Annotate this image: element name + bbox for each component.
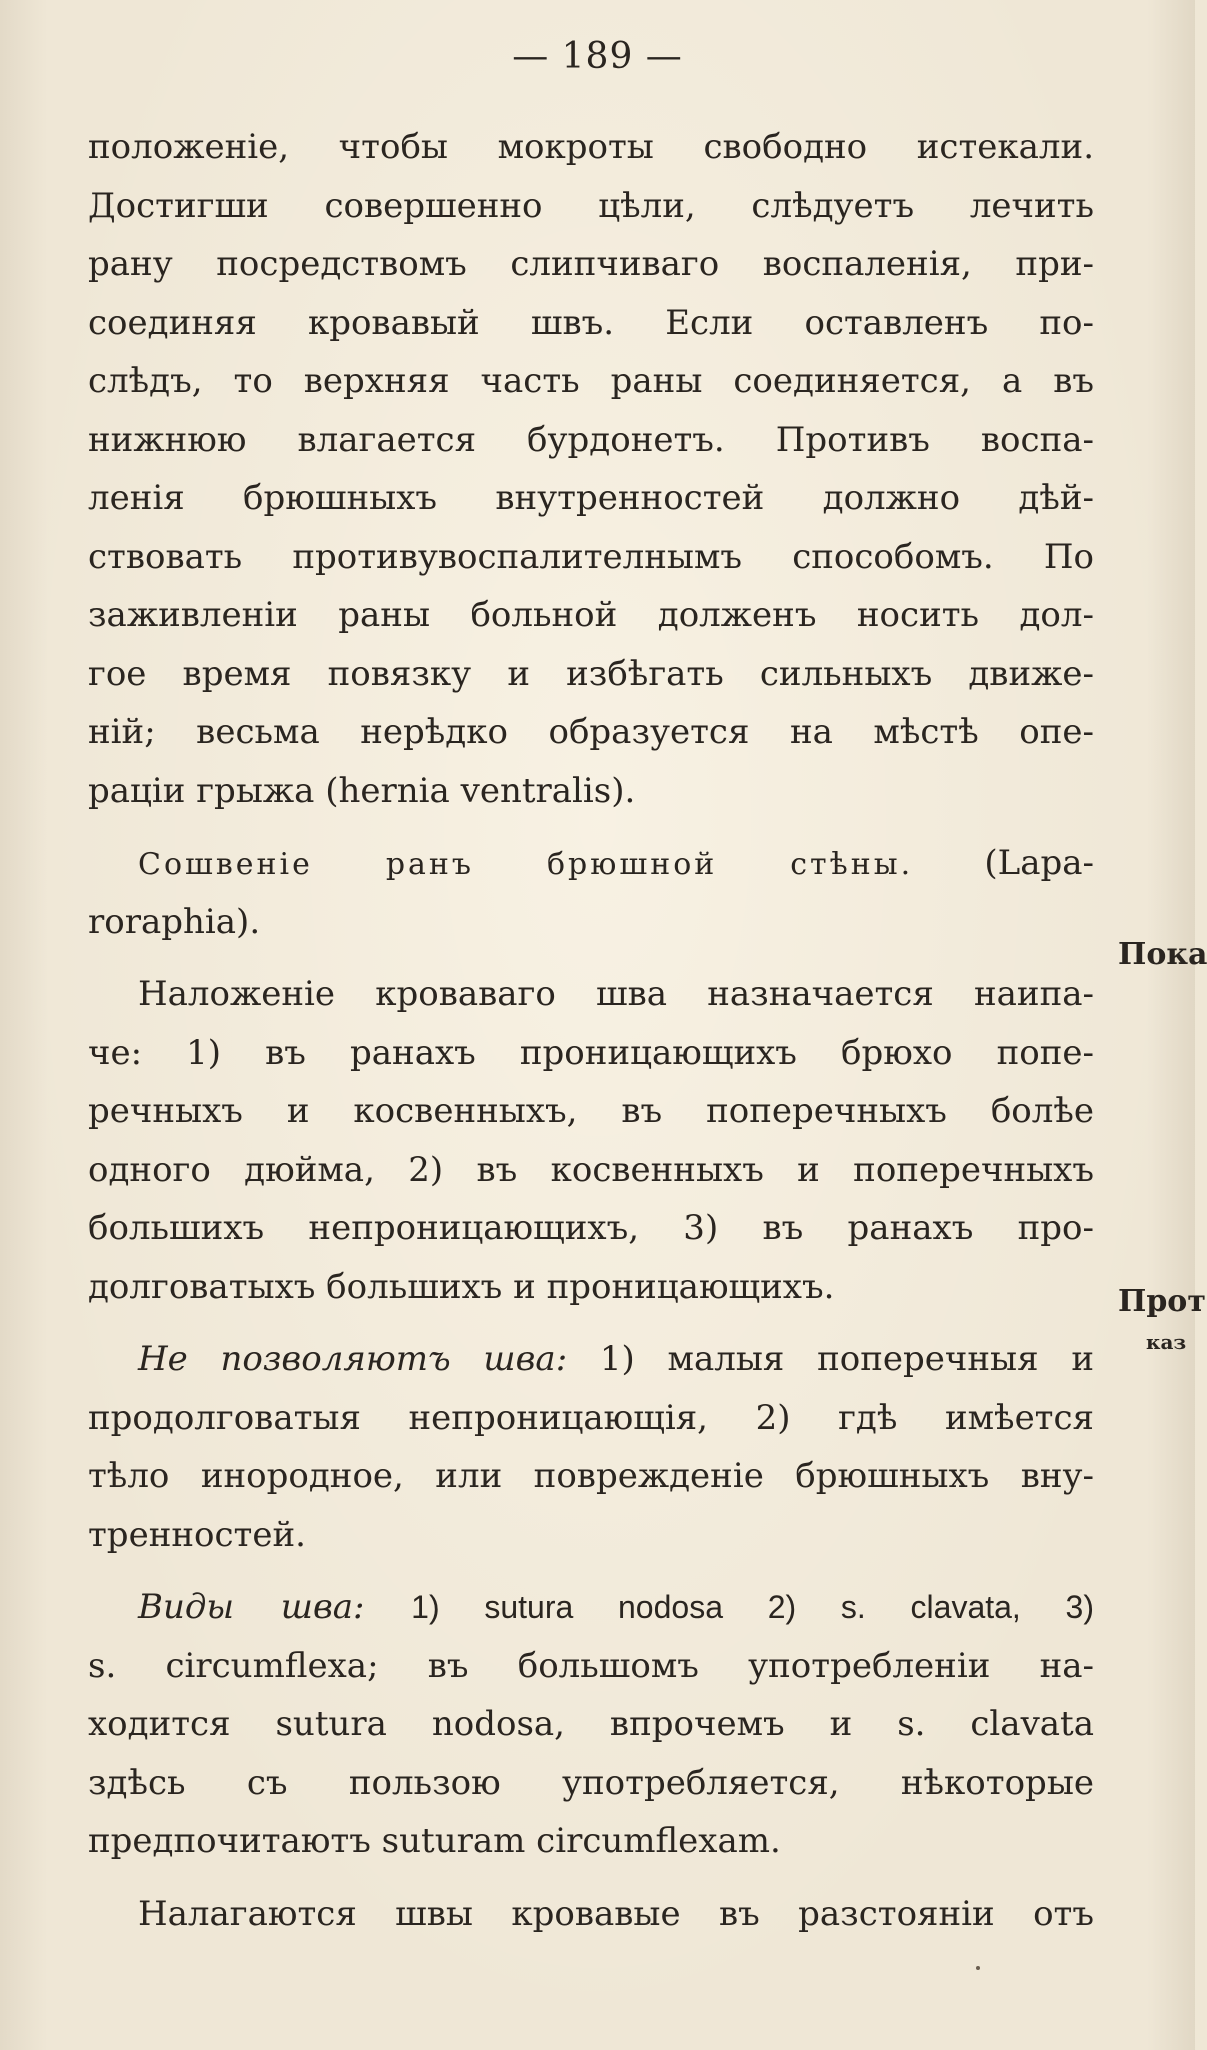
text-line: рану посредствомъ слипчиваго воспаленія, при- xyxy=(88,244,1094,284)
text-line: слѣдъ, то верхняя часть раны соединяется, а въ xyxy=(88,361,1094,401)
text-line: ходится sutura nodosa, впрочемъ и s. clavata xyxy=(88,1704,1094,1744)
margin-note: Пока xyxy=(1118,937,1207,972)
text-line: s. circumflexa; въ большомъ употребленіи на- xyxy=(88,1645,1094,1686)
text-line xyxy=(88,1330,1094,1389)
text-line: большихъ непроницающихъ, 3) въ ранахъ про- xyxy=(88,1208,1094,1248)
section-heading-continuation: roraphia). xyxy=(88,901,261,942)
body-text xyxy=(88,118,1094,1943)
text-line: тренностей. xyxy=(88,1514,306,1555)
text-line: Налагаются швы кровавые въ разстояніи отъ xyxy=(138,1893,1094,1934)
text-run: 1) малыя поперечныя и xyxy=(599,1339,1094,1379)
text-run: 1) sutura nodosa 2) s. clavata, 3) xyxy=(411,1589,1095,1625)
text-line: ленія брюшныхъ внутренностей должно дѣй- xyxy=(88,478,1094,518)
italic-lead: Виды шва: xyxy=(138,1587,365,1627)
text-line: речныхъ и косвенныхъ, въ поперечныхъ болѣе xyxy=(88,1091,1094,1131)
text-line: нижнюю влагается бурдонетъ. Противъ воспа- xyxy=(88,419,1094,460)
text-line: че: 1) въ ранахъ проницающихъ брюхо попе- xyxy=(88,1032,1094,1073)
section-heading xyxy=(88,834,1094,893)
text-line: тѣло инородное, или поврежденіе брюшныхъ вну- xyxy=(88,1456,1094,1496)
text-line: здѣсь съ пользою употребляется, нѣкоторые xyxy=(88,1762,1094,1803)
text-line: Наложенie кроваваго шва назначается наипа- xyxy=(138,974,1094,1014)
text-line: раціи грыжа (hernia ventralis). xyxy=(88,770,636,811)
text-line: заживленіи раны больной долженъ носить дол- xyxy=(88,595,1094,635)
text-line xyxy=(88,1578,1094,1637)
text-line: продолговатыя непроницающія, 2) гдѣ имѣется xyxy=(88,1397,1094,1438)
italic-lead: Не позволяютъ шва: xyxy=(138,1339,568,1379)
text-line: соединяя кровавый швъ. Если оставленъ по- xyxy=(88,302,1094,343)
text-line: гое время повязку и избѣгать сильныхъ движе- xyxy=(88,653,1094,694)
section-heading-latin: (Lapa- xyxy=(984,843,1094,883)
page-number: — 189 — xyxy=(512,36,683,77)
text-line: ствовать противувоспалителнымъ способомъ. По xyxy=(88,536,1094,577)
text-line: положенie, чтобы мокроты свободно истекали. xyxy=(88,127,1094,167)
margin-note: каз xyxy=(1146,1330,1187,1354)
margin-note: Прот xyxy=(1118,1284,1206,1319)
text-line: одного дюйма, 2) въ косвенныхъ и поперечныхъ xyxy=(88,1149,1094,1190)
text-line: долговатыхъ большихъ и проницающихъ. xyxy=(88,1266,835,1307)
paper-speck xyxy=(976,1966,980,1970)
text-line: ній; весьма нерѣдко образуется на мѣстѣ опе- xyxy=(88,712,1094,752)
text-line: предпочитаютъ suturam circumflexam. xyxy=(88,1821,781,1861)
text-line: Достигши совершенно цѣли, слѣдуетъ лечить xyxy=(88,185,1094,226)
section-heading-title: Сошвеніе ранъ брюшной стѣны. xyxy=(138,847,914,882)
